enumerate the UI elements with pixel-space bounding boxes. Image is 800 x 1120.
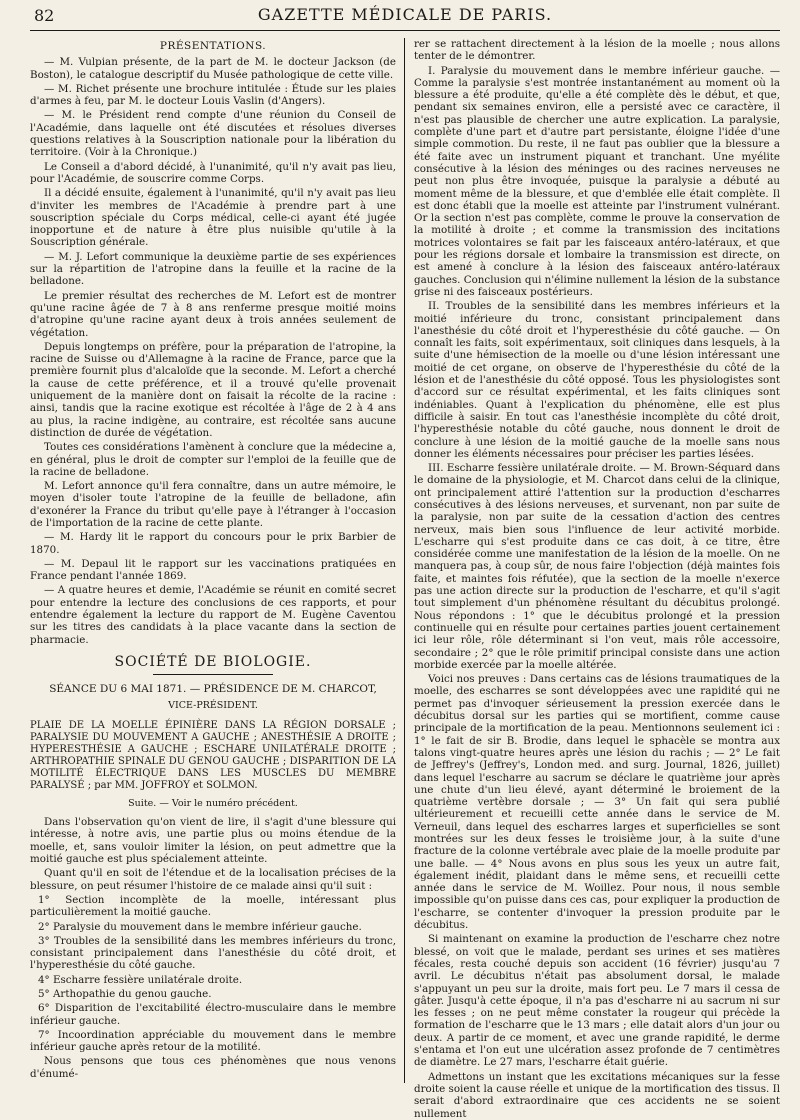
paragraph: Quant qu'il en soit de l'étendue et de la localisation précises de la blessure, on peut résumer l'histoire de ce malade ainsi qu'il suit : (30, 867, 396, 892)
paragraph: — M. Depaul lit le rapport sur les vaccinations pratiquées en France pendant l'année 1869. (30, 557, 396, 583)
list-item: 2° Paralysie du mouvement dans le membre inférieur gauche. (38, 920, 362, 933)
paragraph: Dans l'observation qu'on vient de lire, il s'agit d'une blessure qui intéresse, à notre avis, une partie plus ou moins étendue de la moelle, et, sans vouloir limiter la lésion, on peut admettre que la moitié gauche est plus spécialement atteinte. (30, 816, 396, 866)
vice-president-line: VICE-PRÉSIDENT. (168, 699, 258, 711)
paragraph: Il a décidé ensuite, également à l'unanimité, qu'il n'y avait pas lieu d'inviter les membres de l'Académie à prendre part à une souscription spéciale du Corps médical, celle-ci ayant été jugée inopportune et de nature à être plus nuisible qu'utile à la Souscription générale. (30, 187, 396, 249)
paragraph: Depuis longtemps on préfère, pour la préparation de l'atropine, la racine de Suisse ou d'Allemagne à la racine de France, parce que la première fournit plus d'alcaloïde que la seconde. M. Lefort a cherché la cause de cette préférence, et il a trouvé qu'elle provenait uniquement de la manière dont on faisait la récolte de la racine : ainsi, tandis que la racine exotique est récoltée à l'âge de 2 à 4 ans au plus, la racine indigène, au contraire, est récoltée sans aucune distinction de durée de végétation. (30, 340, 396, 439)
paragraph: Admettons un instant que les excitations mécaniques sur la fesse droite soient la cause réelle et unique de la mortification des tissus. Il serait d'abord extraordinaire que ces accidents ne se soient nullement (414, 1070, 780, 1120)
title-rule (153, 674, 273, 675)
paragraph: III. Escharre fessière unilatérale droite. — M. Brown-Séquard dans le domaine de la physiologie, et M. Charcot dans celui de la clinique, ont principalement attiré l'attention sur la production d'escharres consécutives à des lésions nerveuses, et survenant, non par suite de la paralysie, non par suite de la cessation d'action des centres nerveux, mais bien sous l'influence de leur activité morbide. L'escharre qui s'est produite dans ce cas doit, à ce titre, être considérée comme une manifestation de la lésion de la moelle. On ne manquera pas, à coup sûr, de nous faire l'objection (déjà maintes fois faite, et maintes fois réfutée), que la section de la moelle n'exerce pas une action directe sur la production de l'escharre, et qu'il s'agit tout simplement d'un phénomène résultant du décubitus prolongé. Nous répondons : 1° que le décubitus prolongé et la pression continuelle qui en résulte pour certaines parties jouent certainement ici leur rôle, rôle déterminant si l'on veut, mais rôle accessoire, secondaire ; 2° que le rôle primitif principal consiste dans une action morbide exercée par la moelle altérée. (414, 462, 780, 671)
paragraph: Nous pensons que tous ces phénomènes que nous venons d'énumé- (30, 1055, 396, 1080)
paragraph: — M. le Président rend compte d'une réunion du Conseil de l'Académie, dans laquelle ont été discutées et résolues diverses questions relatives à la Souscription nationale pour la libération du territoire. (Voir à la Chronique.) (30, 109, 396, 159)
paragraph: — M. Vulpian présente, de la part de M. le docteur Jackson (de Boston), le catalogue descriptif du Musée pathologique de cette ville. (30, 56, 396, 81)
paragraph: — A quatre heures et demie, l'Académie se réunit en comité secret pour entendre la lecture des conclusions de ces rapports, et pour entendre également la lecture du rapport de M. Eugène Caventou sur les titres des candidats à la place vacante dans la section de pharmacie. (30, 584, 396, 646)
seance-line: SÉANCE DU 6 MAI 1871. — PRÉSIDENCE DE M. CHARCOT, (49, 683, 377, 696)
paragraph: Si maintenant on examine la production de l'escharre chez notre blessé, on voit que le malade, perdant ses urines et ses matières fécales, resta couché depuis son accident (16 février) jusqu'au 7 avril. Le décubitus n'était pas absolument dorsal, le malade s'appuyant un peu sur la droite, mais fort peu. Le 7 mars il cessa de gâter. Jusqu'à cette époque, il n'a pas d'escharre ni au sacrum ni sur les fesses ; on ne peut même constater la rougeur qui précède la formation de l'escharre que le 13 mars ; elle datait alors d'un jour ou deux. A partir de ce moment, et avec une grande rapidité, le derme s'entama et l'on eut une ulcération assez profonde de 7 centimètres de diamètre. Le 27 mars, l'escharre était guérie. (414, 933, 780, 1069)
masthead (30, 0, 780, 31)
article-title: PLAIE DE LA MOELLE ÉPINIÈRE DANS LA RÉGION DORSALE ; PARALYSIE DU MOUVEMENT A GAUCHE ; ANESTHÉSIE A DROITE ; HYPERESTHÉSIE A GAUCHE ; ESCHARE UNILATÉRALE DROITE ; ARTHROPATHIE SPINALE DU GENOU GAUCHE ; DISPARITION DE LA MOTILITÉ ÉLECTRIQUE DANS LES MUSCLES DU MEMBRE PARALYSÉ ; par MM. JOFFROY et SOLMON. (30, 719, 396, 791)
paragraph: — M. J. Lefort communique la deuxième partie de ses expériences sur la répartition de l'atropine dans la feuille et la racine de la belladone. (30, 250, 396, 288)
columns (30, 38, 780, 1120)
paragraph: II. Troubles de la sensibilité dans les membres inférieurs et la moitié inférieure du tronc, consistant principalement dans l'anesthésie du côté droit et l'hyperesthésie du côté gauche. — On connaît les faits, soit expérimentaux, soit cliniques dans lesquels, à la suite d'une hémisection de la moelle ou d'une lésion intéressant une moitié de cet organe, on observe de l'hyperesthésie du côté de la lésion et de l'anesthésie du côté opposé. Tous les physiologistes sont d'accord sur ce résultat expérimental, et les faits cliniques sont indéniables. Quant à l'explication du phénomène, elle est plus difficile à saisir. En tout cas l'anesthésie incomplète du côté droit, l'hyperesthésie notable du côté gauche, nous donnent le droit de conclure à une lésion de la moitié gauche de la moelle sans nous donner les éléments nécessaires pour préciser les parties lésées. (414, 300, 780, 460)
paragraph: Le Conseil a d'abord décidé, à l'unanimité, qu'il n'y avait pas lieu, pour l'Académie, de souscrire comme Corps. (30, 160, 396, 185)
paragraph: M. Lefort annonce qu'il fera connaître, dans un autre mémoire, le moyen d'isoler toute l'atropine de la feuille de belladone, afin d'exonérer la France du tribut qu'elle paye à l'étranger à l'occasion de l'importation de la racine de cette plante. (30, 480, 396, 529)
right-column (414, 38, 780, 1120)
continuation-note: Suite. — Voir le numéro précédent. (128, 797, 298, 809)
list-item: 6° Disparition de l'excitabilité électro-musculaire dans le membre inférieur gauche. (30, 1002, 396, 1027)
paragraph: I. Paralysie du mouvement dans le membre inférieur gauche. —Comme la paralysie s'est montrée instantanément au moment où la blessure a été produite, qu'elle a été complète dès le début, et que, pendant six semaines environ, elle a persisté avec ce caractère, il n'est pas plausible de chercher une autre explication. La paralysie, complète d'une part et d'autre part persistante, éloigne l'idée d'une simple commotion. Du reste, il ne faut pas oublier que la blessure a été faite avec un instrument piquant et tranchant. Une myélite consécutive à la lésion des méninges ou des racines nerveuses ne peut non plus être invoquée, puisque la paralysie a débuté au moment même de la blessure, et que d'emblée elle était complète. Il est donc établi que la moelle est atteinte par l'instrument vulnérant. Or la section n'est pas complète, comme le prouve la conservation de la motilité à droite ; et comme la transmission des incitations motrices volontaires se fait par les faisceaux antéro-latéraux, et que pour les régions dorsale et lombaire la transmission est directe, on est amené à conclure à la lésion des faisceaux antéro-latéraux gauches. Conclusion qui n'élimine nullement la lésion de la substance grise ni des faisceaux postérieurs. (414, 64, 780, 298)
society-title: SOCIÉTÉ DE BIOLOGIE. (114, 653, 312, 670)
paragraph: Voici nos preuves : Dans certains cas de lésions traumatiques de la moelle, des escharres se sont développées avec une rapidité qui ne permet pas d'invoquer sérieusement la pression exercée dans le décubitus dorsal sur les parties qui se mortifient, comme cause principale de la mortification de la peau. Mentionnons seulement ici : 1° le fait de sir B. Brodie, dans lequel le sphacèle se montra aux talons vingt-quatre heures après une lésion du rachis ; — 2° Le fait de Jeffrey's (Jeffrey's, London med. and surg. Journal, 1826, juillet) dans lequel l'escharre au sacrum se déclare le quatrième jour après une chute d'un lieu élevé, ayant déterminé le broiement de la quatrième vertèbre dorsale ; — 3° Un fait qui sera publié ultérieurement et recueilli cette année dans le service de M. Verneuil, dans lequel des escharres larges et superficielles se sont montrées sur les deux fesses le troisième jour, à la suite d'une fracture de la colonne vertébrale avec plaie de la moelle produite par une balle. — 4° Nous avons en plus sous les yeux un autre fait, également inédit, plaidant dans le même sens, et recueilli cette année dans le service de M. Woillez. Pour nous, il nous semble impossible qu'on puisse dans ces cas, pour expliquer la production de l'escharre, se contenter d'invoquer la pression produite par le décubitus. (414, 673, 780, 932)
column-divider (404, 38, 405, 1083)
paragraph: rer se rattachent directement à la lésion de la moelle ; nous allons tenter de le démontrer. (414, 38, 780, 63)
list-item: 3° Troubles de la sensibilité dans les membres inférieurs du tronc, consistant principalement dans l'anesthésie du côté droit, et l'hyperesthésie du côté gauche. (30, 934, 396, 972)
list-item: 1° Section incomplète de la moelle, intéressant plus particulièrement la moitié gauche. (30, 893, 396, 919)
page-number: 82 (34, 6, 55, 25)
paragraph: — M. Richet présente une brochure intitulée : Étude sur les plaies d'armes à feu, par M. le docteur Louis Vaslin (d'Angers). (30, 82, 396, 108)
paragraph: Toutes ces considérations l'amènent à conclure que la médecine a, en général, plus le droit de compter sur l'emploi de la feuille que de la racine de belladone. (30, 441, 396, 478)
presentations-heading: PRÉSENTATIONS. (159, 40, 267, 52)
list-item: 7° Incoordination appréciable du mouvement dans le membre inférieur gauche après retour de la motilité. (30, 1028, 396, 1054)
summary-list (30, 894, 396, 1054)
list-item: 4° Escharre fessière unilatérale droite. (38, 973, 243, 986)
paragraph: — M. Hardy lit le rapport du concours pour le prix Barbier de 1870. (30, 531, 396, 556)
journal-title: GAZETTE MÉDICALE DE PARIS. (257, 5, 553, 24)
paragraph: Le premier résultat des recherches de M. Lefort est de montrer qu'une racine âgée de 7 à 8 ans renferme presque moitié moins d'atropine qu'une racine ayant deux à trois années seulement de végétation. (30, 289, 396, 339)
left-column (30, 38, 396, 1083)
list-item: 5° Arthopathie du genou gauche. (38, 988, 212, 1000)
